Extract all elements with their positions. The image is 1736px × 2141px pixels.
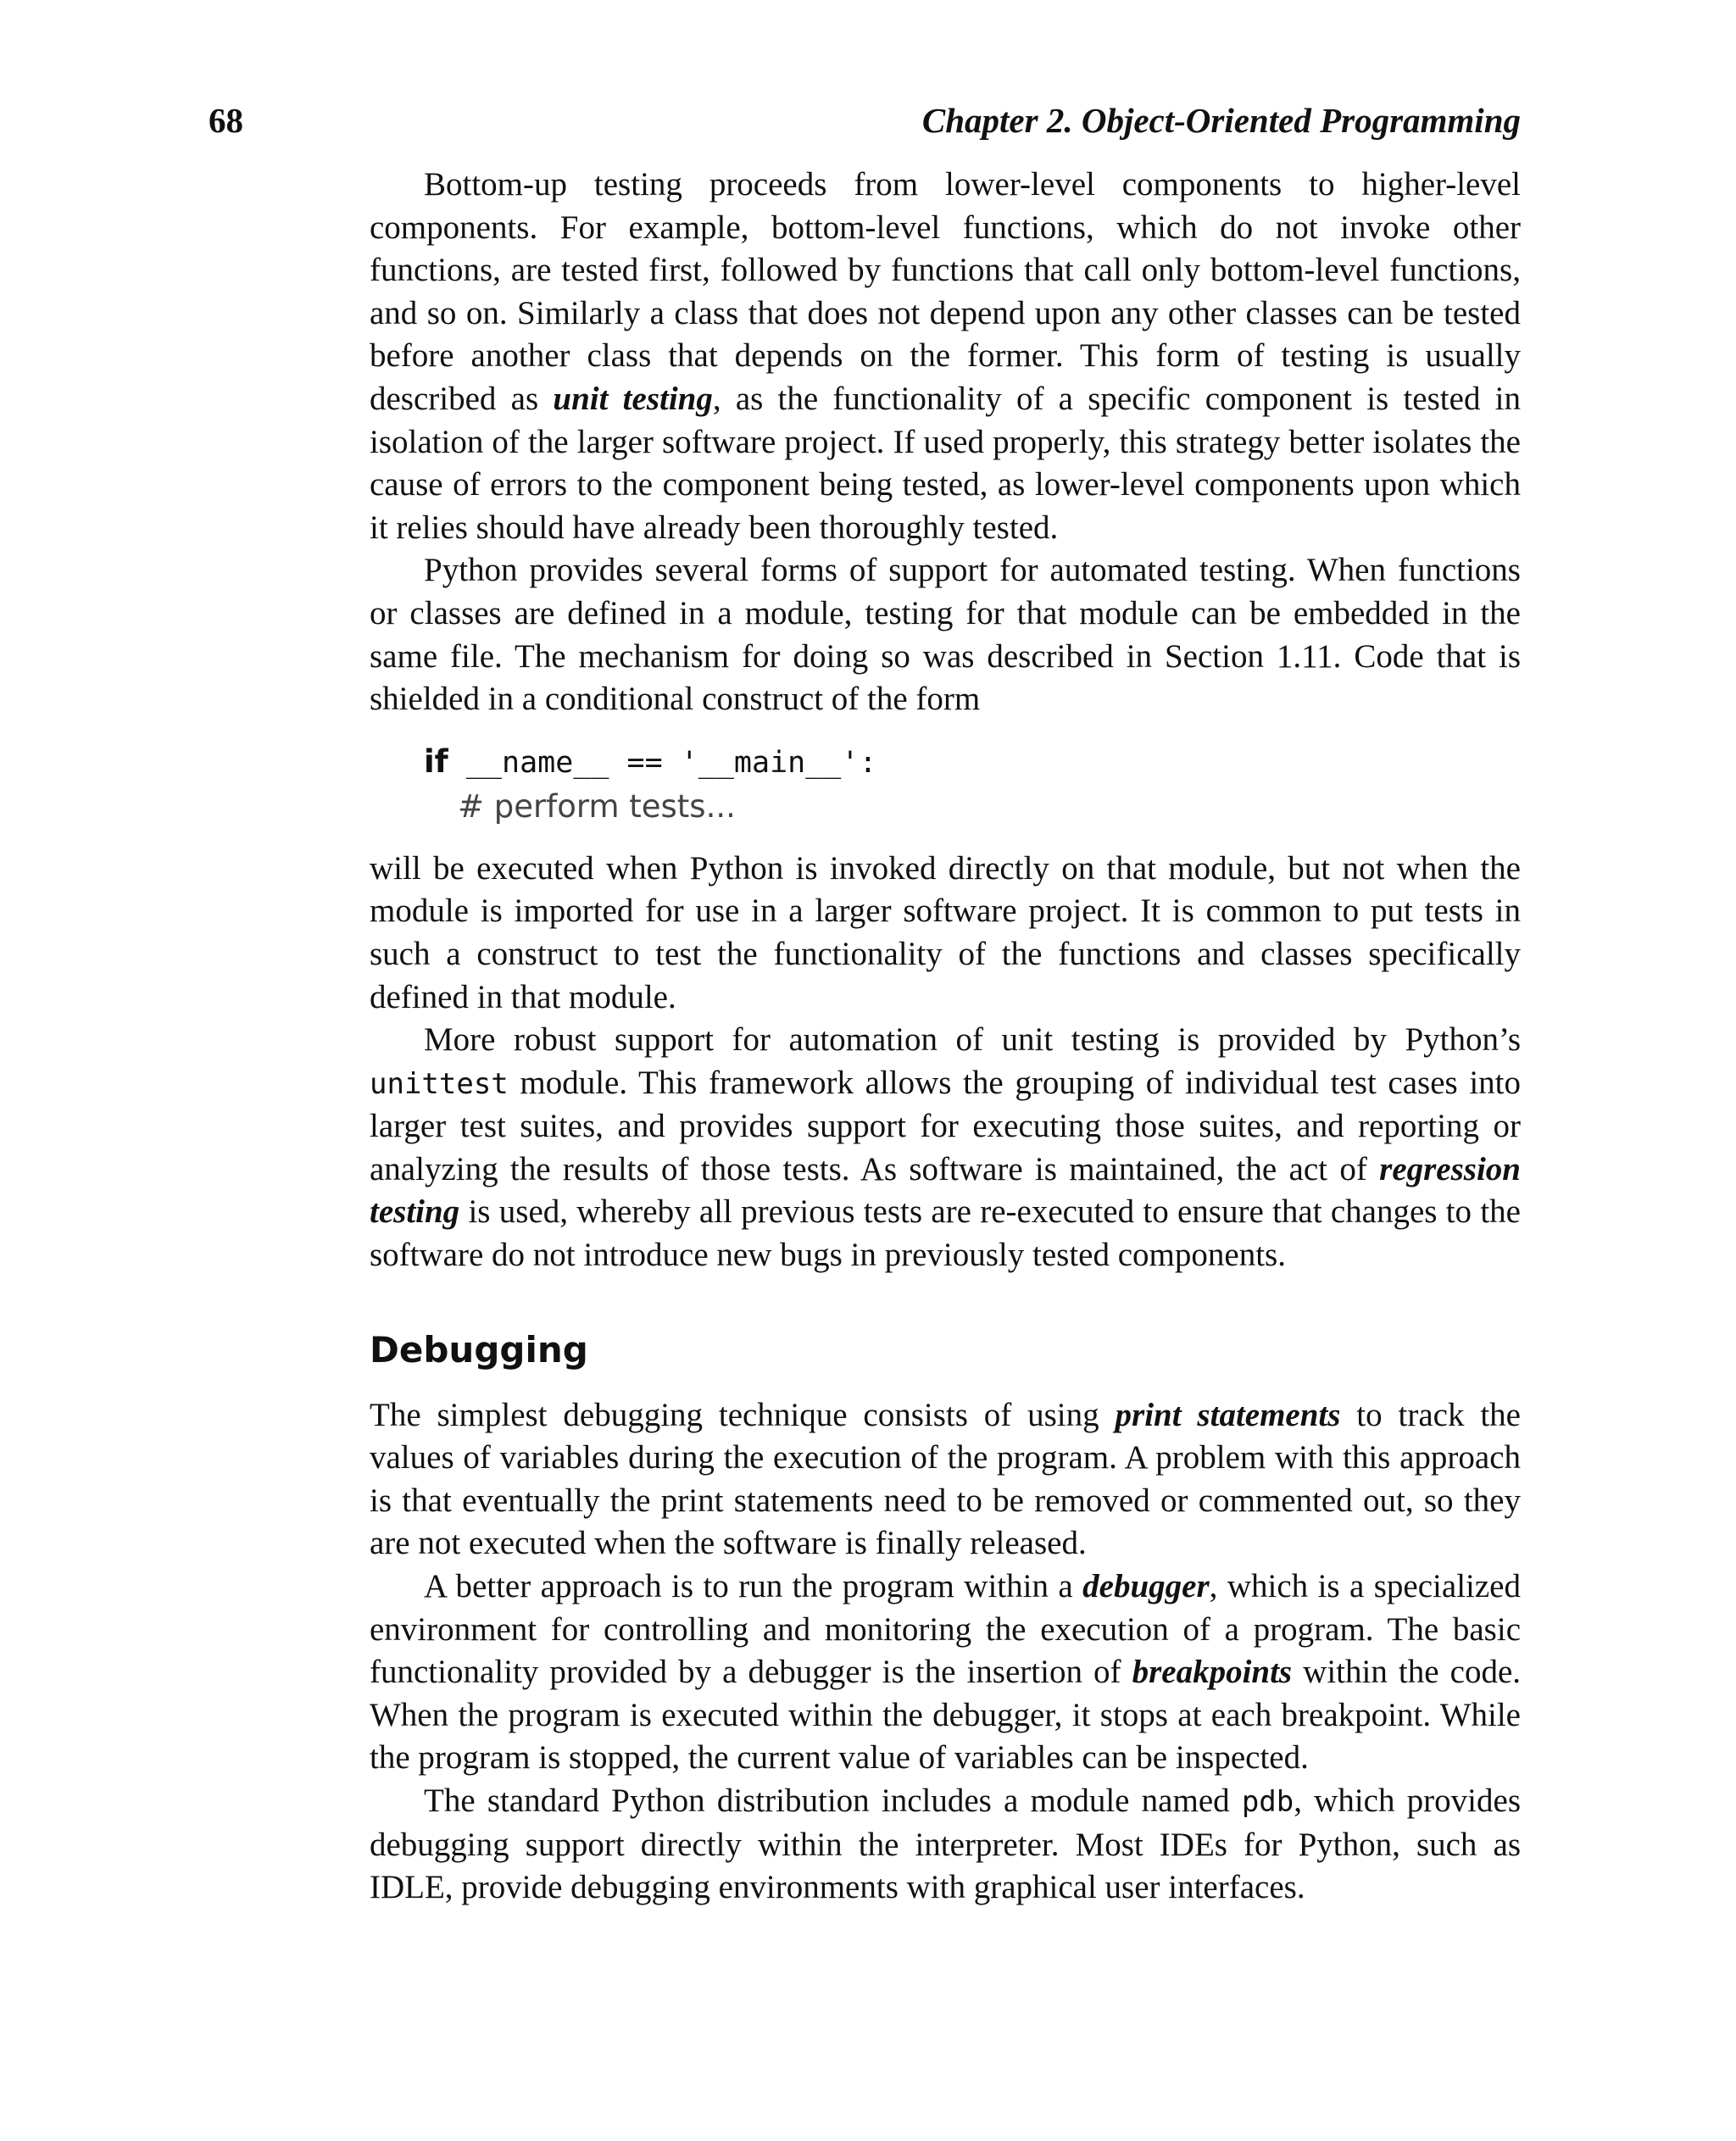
body-text [370,164,1521,1910]
text-run: Bottom-up testing proceeds from lower-level components to higher-level components. For example, bottom-level functions, which do not invoke other functions, are tested first, followed by functions that call only bottom-level functions, and so on. Similarly a class that does not depend upon any other classes can be tested before another class that depends on the former. This form of testing is usually described as [370,166,1521,417]
paragraph-debugger [370,1565,1521,1780]
text-run: within the code. When the program is executed within the debugger, it stops at each breakpoint. While the program is stopped, the current value of variables can be inspected. [370,1654,1521,1777]
term-print-statements: print statements [1115,1396,1341,1433]
inline-code-pdb: pdb [1241,1785,1294,1819]
inline-code-unittest: unittest [370,1066,509,1101]
paragraph-pdb [370,1780,1521,1910]
text-run: More robust support for automation of unit testing is provided by Python’s [424,1021,1521,1059]
term-debugger: debugger [1082,1568,1210,1605]
code-line-2: # perform tests... [458,787,736,825]
paragraph-bottom-up-testing [370,164,1521,549]
code-block [424,740,1521,829]
section-heading-debugging: Debugging [370,1328,588,1371]
text-run: The standard Python distribution includes a module named [424,1782,1242,1819]
term-unit-testing: unit testing [553,380,713,417]
running-header [209,98,1521,142]
text-run: , which is a specialized environment for controlling and monitoring the execution of a program. The basic functionality provided by a debugger is the insertion of [370,1568,1521,1691]
text-run: , which provides debugging support directly within the interpreter. Most IDEs for Python, such as IDLE, provide debugging environments with graphical user interfaces. [370,1782,1521,1906]
code-keyword: if [424,742,448,780]
paragraph-unittest [370,1019,1521,1277]
text-run: to track the values of variables during the execution of the program. A problem with this approach is that eventually the print statements need to be removed or commented out, so they are not executed when the software is finally released. [370,1396,1521,1562]
paragraph-automated-testing: Python provides several forms of support for automated testing. When functions or classes are defined in a module, testing for that module can be embedded in the same file. The mechanism for doing so was described in Section 1.11. Code that is shielded in a conditional construct of the form [370,552,1521,718]
text-run: , as the functionality of a specific component is tested in isolation of the larger software project. If used properly, this strategy better isolates the cause of errors to the component being tested, as lower-level components upon which it relies should have already been thoroughly tested. [370,380,1522,546]
paragraph-main-guard: will be executed when Python is invoked directly on that module, but not when the module is imported for use in a larger software project. It is common to put tests in such a construct to test the functionality of the functions and classes specifically defined in that module. [370,849,1521,1015]
text-run: is used, whereby all previous tests are re-executed to ensure that changes to the software do not introduce new bugs in previously tested components. [370,1193,1521,1274]
text-run: The simplest debugging technique consists of using [370,1396,1116,1433]
term-regression-testing: regression testing [370,1150,1521,1231]
chapter-title: Chapter 2. Object-Oriented Programming [921,101,1521,140]
code-line-1 [424,740,1521,785]
term-breakpoints: breakpoints [1132,1654,1293,1691]
text-run: module. This framework allows the grouping of individual test cases into larger test suites, and provides support for executing those suites, and reporting or analyzing the results of those tests. As software is maintained, the act of [370,1064,1521,1187]
code-condition: __name__ == '__main__': [448,745,877,780]
paragraph-print-statements [370,1394,1521,1565]
text-run: A better approach is to run the program within a [424,1568,1083,1605]
page-number: 68 [209,101,243,140]
